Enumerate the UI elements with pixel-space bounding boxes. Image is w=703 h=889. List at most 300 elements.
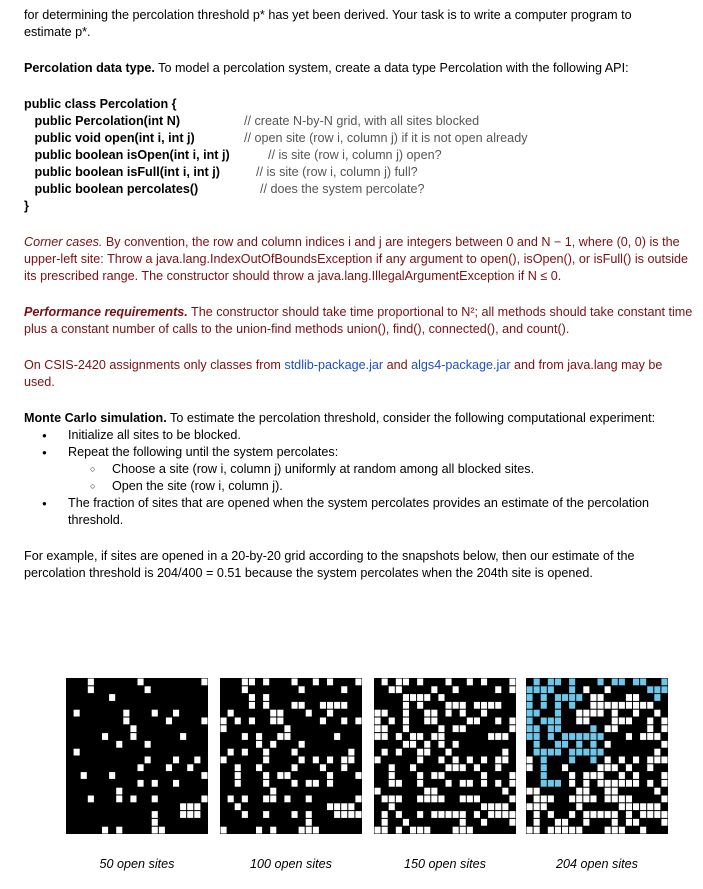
snapshot xyxy=(526,678,668,871)
open-site xyxy=(633,780,639,787)
open-site xyxy=(474,764,480,771)
open-site xyxy=(626,811,632,818)
data-type-heading: Percolation data type. xyxy=(24,61,155,75)
open-site xyxy=(306,819,312,826)
open-site xyxy=(481,757,487,764)
open-site xyxy=(424,694,430,701)
api-signature: public boolean percolates() xyxy=(24,182,199,196)
open-site xyxy=(389,718,395,725)
snapshot-caption: 150 open sites xyxy=(404,857,486,871)
open-site xyxy=(488,811,494,818)
algs4-link[interactable]: algs4-package.jar xyxy=(411,358,511,372)
open-site xyxy=(138,764,144,771)
open-site xyxy=(242,686,248,693)
open-site xyxy=(598,764,604,771)
open-site xyxy=(647,702,653,709)
open-site xyxy=(467,827,473,834)
open-site xyxy=(256,764,262,771)
open-site xyxy=(424,788,430,795)
open-site xyxy=(173,757,179,764)
full-site xyxy=(548,686,554,693)
open-site xyxy=(598,772,604,779)
open-site xyxy=(488,702,494,709)
open-site xyxy=(313,679,319,686)
open-site xyxy=(583,710,589,717)
open-site xyxy=(306,710,312,717)
open-site xyxy=(431,686,437,693)
open-site xyxy=(270,741,276,748)
open-site xyxy=(612,796,618,803)
api-comment: // is site (row i, column j) open? xyxy=(268,148,442,162)
open-site xyxy=(270,710,276,717)
percolation-grid xyxy=(526,678,668,834)
open-site xyxy=(334,803,340,810)
open-site xyxy=(249,718,255,725)
open-site xyxy=(403,694,409,701)
monte-carlo-text: To estimate the percolation threshold, consider the following computational experiment: xyxy=(166,411,656,425)
open-site xyxy=(403,741,409,748)
open-site xyxy=(201,718,207,725)
open-site xyxy=(502,811,508,818)
full-site xyxy=(576,733,582,740)
open-site xyxy=(626,718,632,725)
open-site xyxy=(228,710,234,717)
open-site xyxy=(173,710,179,717)
open-site xyxy=(460,780,466,787)
open-site xyxy=(417,679,423,686)
open-site xyxy=(590,702,596,709)
corner-cases-paragraph xyxy=(24,234,694,285)
open-site xyxy=(242,679,248,686)
open-site xyxy=(81,772,87,779)
open-site xyxy=(562,819,568,826)
open-site xyxy=(612,788,618,795)
open-site xyxy=(403,725,409,732)
open-site xyxy=(306,796,312,803)
open-site xyxy=(424,796,430,803)
open-site xyxy=(661,757,667,764)
open-site xyxy=(382,796,388,803)
open-site xyxy=(555,819,561,826)
open-site xyxy=(474,718,480,725)
open-site xyxy=(583,811,589,818)
open-site xyxy=(166,718,172,725)
open-site xyxy=(527,827,533,834)
full-site xyxy=(633,679,639,686)
open-site xyxy=(633,757,639,764)
open-site xyxy=(654,803,660,810)
open-site xyxy=(626,796,632,803)
open-site xyxy=(180,803,186,810)
open-site xyxy=(438,811,444,818)
open-site xyxy=(460,764,466,771)
open-site xyxy=(605,741,611,748)
open-site xyxy=(633,702,639,709)
full-site xyxy=(541,702,547,709)
open-site xyxy=(417,796,423,803)
open-site xyxy=(527,757,533,764)
open-site xyxy=(453,811,459,818)
open-site xyxy=(605,757,611,764)
open-site xyxy=(263,772,269,779)
snapshot xyxy=(220,678,362,871)
full-site xyxy=(541,694,547,701)
open-site xyxy=(509,819,515,826)
open-site xyxy=(403,718,409,725)
open-site xyxy=(270,827,276,834)
open-site xyxy=(467,796,473,803)
open-site xyxy=(453,827,459,834)
open-site xyxy=(313,827,319,834)
open-site xyxy=(235,803,241,810)
open-site xyxy=(612,710,618,717)
open-site xyxy=(583,718,589,725)
full-site xyxy=(583,749,589,756)
api-class-line: public class Percolation { xyxy=(24,97,177,111)
full-site xyxy=(654,686,660,693)
open-site xyxy=(292,749,298,756)
open-site xyxy=(576,788,582,795)
full-site xyxy=(555,741,561,748)
open-site xyxy=(116,827,122,834)
open-site xyxy=(647,803,653,810)
open-site xyxy=(116,796,122,803)
open-site xyxy=(619,827,625,834)
open-site xyxy=(605,780,611,787)
open-site xyxy=(228,796,234,803)
grid-background xyxy=(526,678,668,834)
data-type-paragraph xyxy=(24,60,694,77)
open-site xyxy=(102,827,108,834)
open-site xyxy=(180,811,186,818)
open-site xyxy=(495,702,501,709)
open-site xyxy=(446,702,452,709)
full-site xyxy=(555,702,561,709)
open-site xyxy=(256,827,262,834)
open-site xyxy=(541,796,547,803)
snapshot-caption: 100 open sites xyxy=(250,857,332,871)
open-site xyxy=(256,741,262,748)
open-site xyxy=(661,725,667,732)
open-site xyxy=(481,772,487,779)
open-site xyxy=(235,764,241,771)
open-site xyxy=(509,772,515,779)
full-site xyxy=(569,679,575,686)
open-site xyxy=(88,686,94,693)
open-site xyxy=(446,780,452,787)
full-site xyxy=(590,733,596,740)
open-site xyxy=(633,710,639,717)
full-site xyxy=(569,694,575,701)
open-site xyxy=(598,811,604,818)
open-site xyxy=(495,811,501,818)
full-site xyxy=(541,718,547,725)
open-site xyxy=(647,733,653,740)
open-site xyxy=(590,694,596,701)
open-site xyxy=(569,772,575,779)
open-site xyxy=(389,803,395,810)
open-site xyxy=(152,827,158,834)
open-site xyxy=(396,686,402,693)
open-site xyxy=(495,718,501,725)
open-site xyxy=(130,725,136,732)
open-site xyxy=(123,710,129,717)
open-site xyxy=(327,679,333,686)
intro-paragraph xyxy=(24,7,694,41)
open-site xyxy=(88,796,94,803)
open-site xyxy=(348,811,354,818)
open-site xyxy=(320,718,326,725)
full-site xyxy=(555,780,561,787)
open-site xyxy=(249,694,255,701)
performance-paragraph xyxy=(24,304,694,338)
open-site xyxy=(327,757,333,764)
open-site xyxy=(249,702,255,709)
full-site xyxy=(590,757,596,764)
open-site xyxy=(460,796,466,803)
open-site xyxy=(453,702,459,709)
open-site xyxy=(166,764,172,771)
open-site xyxy=(74,710,80,717)
open-site xyxy=(194,757,200,764)
open-site xyxy=(467,718,473,725)
open-site xyxy=(612,811,618,818)
open-site xyxy=(313,780,319,787)
api-signature: public Percolation(int N) xyxy=(24,114,181,128)
open-site xyxy=(431,788,437,795)
open-site xyxy=(187,803,193,810)
example-paragraph: For example, if sites are opened in a 20-by-20 grid according to the snapshots below, then our estimate of the percolation threshold is 204/400 = 0.51 because the system percolates when the 204th site is opened. xyxy=(24,549,635,580)
open-site xyxy=(263,796,269,803)
open-site xyxy=(355,772,361,779)
open-site xyxy=(284,772,290,779)
open-site xyxy=(583,796,589,803)
full-site xyxy=(619,679,625,686)
open-site xyxy=(389,764,395,771)
full-site xyxy=(548,733,554,740)
full-site xyxy=(527,694,533,701)
open-site xyxy=(242,749,248,756)
grid-background xyxy=(374,678,516,834)
open-site xyxy=(410,733,416,740)
open-site xyxy=(320,764,326,771)
open-site xyxy=(382,710,388,717)
open-site xyxy=(284,733,290,740)
open-site xyxy=(123,718,129,725)
full-site xyxy=(590,725,596,732)
open-site xyxy=(647,811,653,818)
open-site xyxy=(242,733,248,740)
api-block xyxy=(24,96,694,215)
open-site xyxy=(460,811,466,818)
open-site xyxy=(495,686,501,693)
open-site xyxy=(431,796,437,803)
open-site xyxy=(403,710,409,717)
percolation-snapshots xyxy=(66,678,686,878)
open-site xyxy=(509,679,515,686)
stdlib-link[interactable]: stdlib-package.jar xyxy=(284,358,384,372)
open-site xyxy=(221,718,227,725)
open-site xyxy=(299,757,305,764)
open-site xyxy=(654,733,660,740)
open-site xyxy=(389,780,395,787)
open-site xyxy=(661,772,667,779)
open-site xyxy=(495,733,501,740)
open-site xyxy=(327,710,333,717)
open-site xyxy=(410,694,416,701)
open-site xyxy=(256,733,262,740)
full-site xyxy=(534,710,540,717)
open-site xyxy=(619,702,625,709)
open-site xyxy=(527,803,533,810)
open-site xyxy=(619,780,625,787)
open-site xyxy=(249,679,255,686)
full-site xyxy=(598,679,604,686)
open-site xyxy=(502,749,508,756)
open-site xyxy=(152,710,158,717)
open-site xyxy=(481,780,487,787)
open-site xyxy=(417,702,423,709)
open-site xyxy=(562,827,568,834)
open-site xyxy=(417,772,423,779)
api-signature: public boolean isOpen(int i, int j) xyxy=(24,148,230,162)
open-site xyxy=(583,788,589,795)
open-site xyxy=(431,811,437,818)
open-site xyxy=(194,811,200,818)
open-site xyxy=(284,796,290,803)
open-site xyxy=(382,725,388,732)
api-comment: // does the system percolate? xyxy=(260,182,425,196)
open-site xyxy=(228,749,234,756)
open-site xyxy=(583,819,589,826)
open-site xyxy=(590,772,596,779)
full-site xyxy=(541,749,547,756)
open-site xyxy=(612,780,618,787)
open-site xyxy=(221,827,227,834)
open-site xyxy=(382,733,388,740)
api-comment: // open site (row i, column j) if it is not open already xyxy=(244,131,528,145)
open-site xyxy=(576,710,582,717)
monte-carlo-intro xyxy=(24,410,694,427)
open-site xyxy=(431,733,437,740)
open-site xyxy=(619,796,625,803)
open-site xyxy=(152,796,158,803)
open-site xyxy=(348,757,354,764)
open-site xyxy=(626,819,632,826)
corner-cases-text: By convention, the row and column indices i and j are integers between 0 and N − 1, where (0, 0) is the upper-left site: Throw a java.lang.IndexOutOfBoundsException if any argument to open(), isOpen(), or isFull() is outside its prescribed range. The constructor should throw a java.lang.IllegalArgumentException if N ≤ 0. xyxy=(24,235,689,283)
open-site xyxy=(341,718,347,725)
sub-list-item: ○ Open the site (row i, column j). xyxy=(112,478,694,495)
open-site xyxy=(159,827,165,834)
open-site xyxy=(583,780,589,787)
open-site xyxy=(576,718,582,725)
open-site xyxy=(481,710,487,717)
open-site xyxy=(605,702,611,709)
open-site xyxy=(341,757,347,764)
performance-label: Performance requirements. xyxy=(24,305,188,319)
open-site xyxy=(180,733,186,740)
full-site xyxy=(576,694,582,701)
open-site xyxy=(277,718,283,725)
full-site xyxy=(569,757,575,764)
open-site xyxy=(633,694,639,701)
snapshot xyxy=(374,678,516,871)
open-site xyxy=(389,796,395,803)
open-site xyxy=(403,679,409,686)
full-site xyxy=(569,733,575,740)
open-site xyxy=(481,803,487,810)
open-site xyxy=(396,679,402,686)
full-site xyxy=(583,733,589,740)
intro-line-2: estimate p*. xyxy=(24,25,91,39)
open-site xyxy=(453,725,459,732)
list-item-text: Repeat the following until the system percolates: xyxy=(68,445,339,459)
open-site xyxy=(194,803,200,810)
open-site xyxy=(502,788,508,795)
open-site xyxy=(327,803,333,810)
open-site xyxy=(583,772,589,779)
open-site xyxy=(509,796,515,803)
api-row xyxy=(24,164,694,181)
open-site xyxy=(626,803,632,810)
full-site xyxy=(598,733,604,740)
open-site xyxy=(590,710,596,717)
open-site xyxy=(548,796,554,803)
open-site xyxy=(467,757,473,764)
open-site xyxy=(292,764,298,771)
open-site xyxy=(109,772,115,779)
open-site xyxy=(263,702,269,709)
open-site xyxy=(396,811,402,818)
open-site xyxy=(263,780,269,787)
open-site xyxy=(661,796,667,803)
monte-carlo-heading: Monte Carlo simulation. xyxy=(24,411,167,425)
open-site xyxy=(424,827,430,834)
open-site xyxy=(417,733,423,740)
open-site xyxy=(619,718,625,725)
open-site xyxy=(453,686,459,693)
full-site xyxy=(534,679,540,686)
open-site xyxy=(576,796,582,803)
open-site xyxy=(382,811,388,818)
open-site xyxy=(235,772,241,779)
open-site xyxy=(640,827,646,834)
full-site xyxy=(527,710,533,717)
open-site xyxy=(299,702,305,709)
open-site xyxy=(355,811,361,818)
open-site xyxy=(396,780,402,787)
open-site xyxy=(633,819,639,826)
open-site xyxy=(138,780,144,787)
open-site xyxy=(431,772,437,779)
full-site xyxy=(555,679,561,686)
open-site xyxy=(626,694,632,701)
open-site xyxy=(534,788,540,795)
full-site xyxy=(548,749,554,756)
open-site xyxy=(583,686,589,693)
snapshot-caption: 50 open sites xyxy=(99,857,175,871)
open-site xyxy=(569,827,575,834)
full-site xyxy=(527,702,533,709)
open-site xyxy=(502,803,508,810)
full-site xyxy=(534,686,540,693)
full-site xyxy=(548,679,554,686)
open-site xyxy=(509,725,515,732)
open-site xyxy=(410,741,416,748)
snapshot-caption: 204 open sites xyxy=(556,857,638,871)
open-site xyxy=(598,702,604,709)
open-site xyxy=(235,780,241,787)
